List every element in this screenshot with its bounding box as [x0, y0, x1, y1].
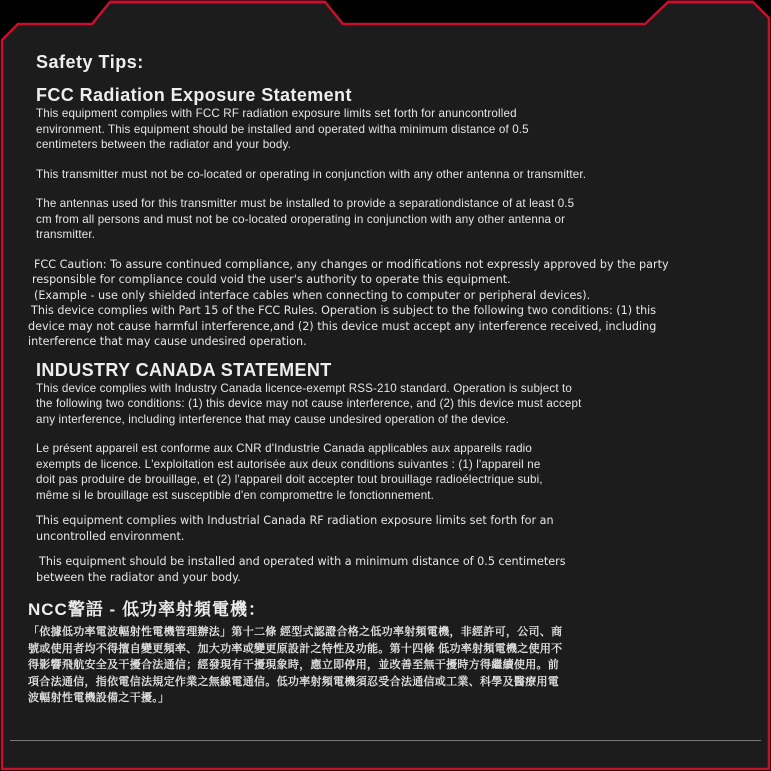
- ncc-line: 項合法通信，指依電信法規定作業之無線電通信。低功率射頻電機須忍受合法通信或工業、科學及醫療用電: [28, 675, 560, 688]
- fcc-para1-line: environment. This equipment should be installed and operated witha minimum distance of 0.5: [36, 122, 529, 136]
- ncc-heading: NCC警語 - 低功率射頻電機：: [28, 600, 266, 619]
- fcc-caution-line: (Example - use only shielded interface cables when connecting to computer or peripheral devices).: [34, 288, 591, 302]
- ic-heading: INDUSTRY CANADA STATEMENT: [36, 359, 332, 380]
- ncc-statement: [28, 624, 752, 707]
- ic-french-line: Le présent appareil est conforme aux CNR d'Industrie Canada applicables aux appareils radio: [36, 442, 532, 455]
- fcc-para3-line: The antennas used for this transmitter must be installed to provide a separationdistance of at least 0.5: [36, 197, 575, 210]
- ncc-line: 「依據低功率電波輻射性電機管理辦法」第十二條 經型式認證合格之低功率射頻電機，非經許可，公司、商: [28, 626, 563, 638]
- fcc-caution-line: FCC Caution: To assure continued compliance, any changes or modifications not expressly approved by the party: [34, 257, 669, 271]
- safety-document: [28, 52, 752, 707]
- ic-para1-line: any interference, including interference that may cause undesired operation of the device.: [36, 412, 510, 426]
- ic-para4-line: between the radiator and your body.: [36, 570, 241, 584]
- ncc-line: 得影響飛航安全及干擾合法通信；經發現有干擾現象時，應立即停用，並改善至無干擾時方得繼續使用。前: [28, 659, 560, 671]
- fcc-caution-line: responsible for compliance could void the user's authority to operate this equipment.: [32, 273, 511, 286]
- ncc-line: 號或使用者均不得擅自變更頻率、加大功率或變更原設計之特性及功能。第十四條 低功率射頻電機之使用不: [28, 642, 563, 655]
- fcc-caution-line: This device complies with Part 15 of the FCC Rules. Operation is subject to the following two conditions: (1) this: [31, 304, 657, 317]
- fcc-caution-line: device may not cause harmful interference,and (2) this device must accept any interference received, including: [28, 319, 657, 333]
- ic-para3-line: This equipment complies with Industrial Canada RF radiation exposure limits set forth for an: [36, 514, 554, 527]
- ic-para3-line: uncontrolled environment.: [36, 529, 185, 543]
- fcc-statement: [36, 106, 752, 243]
- ic-para1-line: the following two conditions: (1) this device may not cause interference, and (2) this device must accept: [36, 397, 582, 410]
- fcc-para2-line: This transmitter must not be co-located or operating in conjunction with any other antenna or transmitter.: [36, 167, 587, 181]
- fcc-para1-line: centimeters between the radiator and your body.: [36, 138, 291, 151]
- fcc-para3-line: transmitter.: [36, 228, 96, 241]
- ic-para4-line: This equipment should be installed and operated with a minimum distance of 0.5 centimeters: [39, 555, 566, 568]
- fcc-para1-line: This equipment complies with FCC RF radiation exposure limits set forth for anuncontrolled: [36, 107, 517, 120]
- fcc-caution-line: interference that may cause undesired operation.: [28, 335, 307, 348]
- ic-statement: [36, 381, 752, 586]
- fcc-heading: FCC Radiation Exposure Statement: [36, 85, 352, 105]
- fcc-caution: [28, 257, 752, 350]
- ncc-line: 波輻射性電機設備之干擾。」: [28, 692, 170, 704]
- safety-tips-title: Safety Tips:: [36, 52, 144, 72]
- fcc-para3-line: cm from all persons and must not be co-located oroperating in conjunction with any other antenna or: [36, 212, 566, 226]
- ic-french-line: exempts de licence. L'exploitation est autorisée aux deux conditions suivantes : (1) l'appareil ne: [36, 457, 541, 471]
- ic-french-line: doit pas produire de brouillage, et (2) l'appareil doit accepter tout brouillage radioélectrique subi,: [36, 473, 543, 486]
- ic-french-line: même si le brouillage est susceptible d'en compromettre le fonctionnement.: [36, 488, 435, 502]
- ic-para1-line: This device complies with Industry Canada licence-exempt RSS-210 standard. Operation is subject to: [36, 381, 573, 395]
- bottom-divider: [10, 740, 761, 741]
